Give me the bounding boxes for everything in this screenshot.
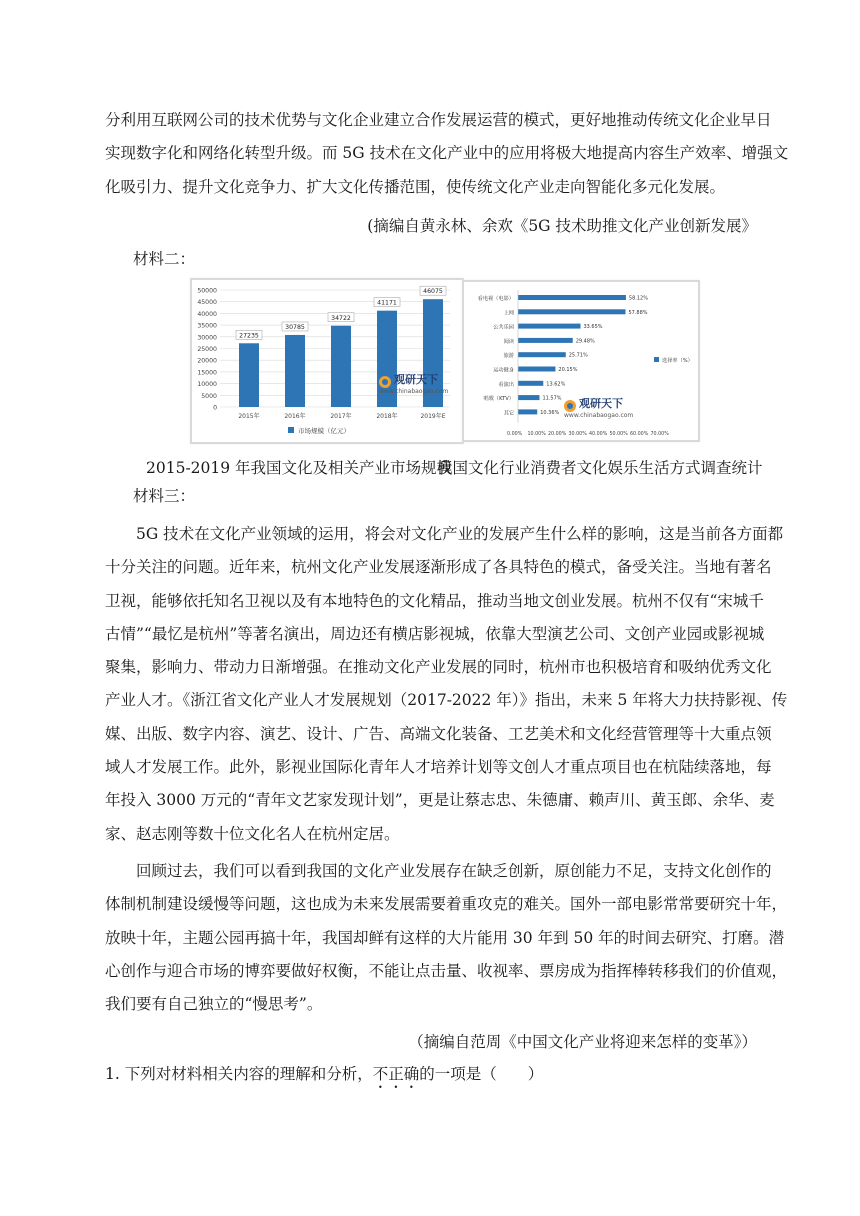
legend-swatch xyxy=(288,427,294,433)
material-2-label: 材料二： xyxy=(133,250,196,268)
y-category-label: 运动健身 xyxy=(493,367,514,374)
data-label: 30785 xyxy=(285,323,305,331)
x-tick-label: 2015年 xyxy=(238,413,260,420)
text-line: 媒、出版、数字内容、演艺、设计、广告、高端文化装备、工艺美术和文化经营管理等十大重点领 xyxy=(105,724,772,743)
consumer-survey-chart-svg xyxy=(464,282,698,440)
x-tick-label: 60.00% xyxy=(630,432,649,437)
bar xyxy=(518,309,625,314)
text-line: 年投入 3000 万元的“青年文艺家发现计划”，更是让蔡志忠、朱德庸、赖声川、黄玉郎、余华、麦 xyxy=(105,791,775,810)
x-tick-label: 10.00% xyxy=(527,432,546,437)
text-line: 体制机制建设缓慢等问题，这也成为未来发展需要着重攻克的难关。国外一部电影常常要研究十年， xyxy=(105,895,788,914)
chart-caption-left: 2015-2019 年我国文化及相关产业市场规模 xyxy=(146,459,453,477)
y-tick-label: 0 xyxy=(213,404,217,412)
x-tick-label: 30.00% xyxy=(568,432,587,437)
data-label: 46075 xyxy=(423,288,443,296)
source-citation-1: (摘编自黄永林、余欢《5G 技术助推文化产业创新发展》 xyxy=(367,217,757,235)
data-label: 11.57% xyxy=(542,395,562,402)
y-tick-label: 40000 xyxy=(197,310,217,318)
watermark-text: 观研天下 xyxy=(394,373,438,386)
bar xyxy=(518,395,539,400)
y-category-label: 其它 xyxy=(503,410,514,417)
x-tick-label: 50.00% xyxy=(609,432,628,437)
market-size-chart xyxy=(190,278,464,444)
x-tick-label: 2018年 xyxy=(376,413,398,420)
bar xyxy=(518,381,543,386)
question-number: 1. xyxy=(105,1065,120,1083)
bar xyxy=(239,343,259,407)
bar xyxy=(518,295,626,300)
text-line: 卫视，能够依托知名卫视以及有本地特色的文化精品，推动当地文创业发展。杭州不仅有“宋城千 xyxy=(105,591,764,610)
data-label: 10.36% xyxy=(540,409,560,416)
watermark-text: 观研天下 xyxy=(579,397,623,410)
text-line: 放映十年，主题公园再搞十年，我国却鲜有这样的大片能用 30 年到 50 年的时间去研究、打磨。潜 xyxy=(105,928,785,947)
x-tick-label: 40.00% xyxy=(589,432,608,437)
question-emphasis: 不正确 xyxy=(372,1065,420,1083)
text-line: 心创作与迎合市场的博弈要做好权衡，不能让点击量、收视率、票房成为指挥棒转移我们的价值观， xyxy=(105,961,788,980)
legend-label: 选择率（%） xyxy=(662,358,693,364)
market-size-chart-svg xyxy=(192,280,462,442)
text-line: 实现数字化和网络化转型升级。而 5G 技术在文化产业中的应用将极大地提高内容生产效率、增强文 xyxy=(105,144,789,163)
bar xyxy=(331,326,351,407)
bar xyxy=(518,338,573,343)
y-category-label: 公共乐园 xyxy=(493,324,514,331)
text-line: 5G 技术在文化产业领域的运用，将会对文化产业的发展产生什么样的影响，这是当前各方面都 xyxy=(136,525,784,543)
x-tick-label: 2019年E xyxy=(420,413,446,420)
data-label: 33.65% xyxy=(583,324,603,331)
x-tick-label: 70.00% xyxy=(650,432,669,437)
data-label: 29.48% xyxy=(575,338,595,345)
chart-caption-right: 我国文化行业消费者文化娱乐生活方式调查统计 xyxy=(437,459,763,477)
material-3-paragraph-1 xyxy=(105,518,788,851)
y-category-label: 看演出 xyxy=(498,381,514,388)
text-line: 产业人才。《浙江省文化产业人才发展规划（2017-2022 年）》指出，未来 5 年将大力扶持影视、传 xyxy=(105,691,788,710)
text-line: 聚集，影响力、带动力日渐增强。在推动文化产业发展的同时，杭州市也积极培育和吸纳优秀文化 xyxy=(105,658,772,677)
text-line: 十分关注的问题。近年来，杭州文化产业发展逐渐形成了各具特色的模式，备受关注。当地有著名 xyxy=(105,558,772,577)
bar xyxy=(285,335,305,407)
watermark-url: www.chinabaogao.com xyxy=(564,412,634,419)
data-label: 25.71% xyxy=(568,352,588,359)
y-tick-label: 50000 xyxy=(197,287,217,295)
data-label: 34722 xyxy=(331,314,351,322)
y-tick-label: 30000 xyxy=(197,334,217,342)
bar xyxy=(518,324,580,329)
y-category-label: 上网 xyxy=(503,310,514,317)
data-label: 58.12% xyxy=(628,295,649,302)
text-line: 化吸引力、提升文化竞争力、扩大文化传播范围，使传统文化产业走向智能化多元化发展。 xyxy=(105,177,726,196)
x-tick-label: 2017年 xyxy=(330,413,352,420)
text-line: 古情”“最忆是杭州”等著名演出，周边还有横店影视城，依靠大型演艺公司、文创产业园或影视城 xyxy=(105,624,765,643)
text-line: 家、赵志刚等数十位文化名人在杭州定居。 xyxy=(105,824,400,843)
question-text: 下列对材料相关内容的理解和分析， xyxy=(124,1065,373,1083)
y-category-label: 看电视（电影） xyxy=(477,296,514,302)
question-text-end: 的一项是（ ） xyxy=(419,1065,544,1083)
x-tick-label: 20.00% xyxy=(548,432,567,437)
data-label: 20.15% xyxy=(558,367,578,373)
text-line: 域人才发展工作。此外，影视业国际化青年人才培养计划等文创人才重点项目也在杭陆续落地，每 xyxy=(105,758,772,777)
watermark-logo-icon xyxy=(382,379,388,385)
y-tick-label: 15000 xyxy=(197,369,217,377)
legend-label: 市场规模（亿元） xyxy=(298,427,350,435)
text-line: 回顾过去，我们可以看到我国的文化产业发展存在缺乏创新，原创能力不足，支持文化创作的 xyxy=(136,862,772,880)
watermark-url: www.chinabaogao.com xyxy=(379,388,449,395)
bar xyxy=(518,409,537,414)
y-tick-label: 5000 xyxy=(201,392,217,400)
text-line: 我们要有自己独立的“慢思考”。 xyxy=(105,995,323,1014)
watermark-logo-icon xyxy=(567,403,573,409)
y-tick-label: 20000 xyxy=(197,357,217,365)
data-label: 57.88% xyxy=(628,309,648,316)
question-1 xyxy=(105,1058,757,1092)
legend-swatch xyxy=(654,357,659,362)
y-category-label: 阅读 xyxy=(503,338,514,345)
y-category-label: 唱歌（KTV） xyxy=(483,396,514,403)
consumer-survey-chart xyxy=(462,280,700,442)
x-tick-label: 0.00% xyxy=(507,432,523,437)
y-category-label: 旅游 xyxy=(503,353,514,360)
text-line: 分利用互联网公司的技术优势与文化企业建立合作发展运营的模式，更好地推动传统文化企业早日 xyxy=(105,111,772,129)
x-tick-label: 2016年 xyxy=(284,413,306,420)
data-label: 13.62% xyxy=(546,381,566,388)
material-3-paragraph-2 xyxy=(105,855,788,1021)
y-tick-label: 45000 xyxy=(197,299,217,307)
intro-paragraph xyxy=(105,104,789,204)
bar xyxy=(518,352,566,357)
source-citation-2: （摘编自范周《中国文化产业将迎来怎样的变革》） xyxy=(408,1033,757,1051)
bar xyxy=(518,367,555,372)
y-tick-label: 10000 xyxy=(197,381,217,389)
material-3-label: 材料三： xyxy=(133,487,196,505)
data-label: 27235 xyxy=(239,332,259,340)
data-label: 41171 xyxy=(377,299,397,307)
y-tick-label: 25000 xyxy=(197,346,217,353)
y-tick-label: 35000 xyxy=(197,322,217,330)
